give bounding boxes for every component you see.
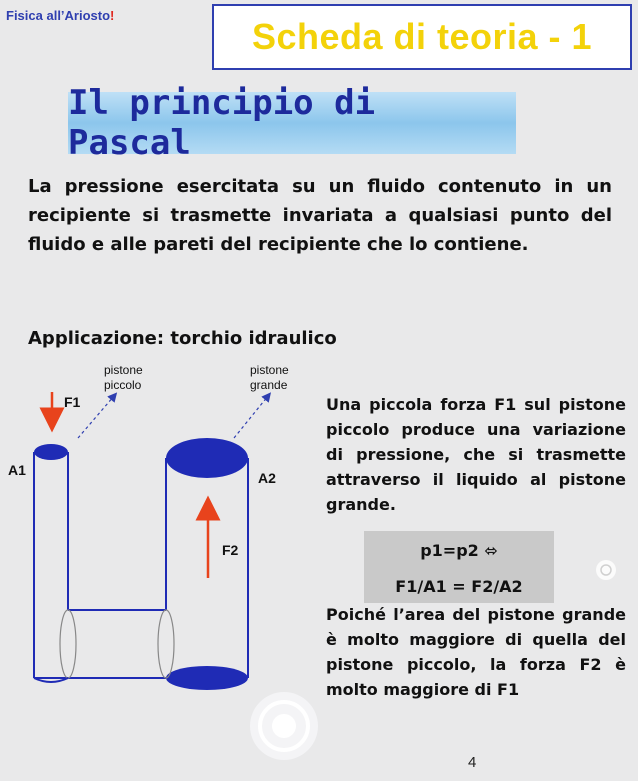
explanation-paragraph-1: Una piccola forza F1 sul pistone piccolo produce una variazione di pressione, che si trasmette attraverso il liquido al pistone grande. <box>326 395 626 514</box>
formula-line-1: p1=p2 ⬄ <box>420 541 498 560</box>
explanation-paragraph-2: Poiché l’area del pistone grande è molto maggiore di quella del pistone piccolo, la forza F2 è molto maggiore di F1 <box>326 605 626 699</box>
intro-paragraph: La pressione esercitata su un fluido contenuto in un recipiente si trasmette invariata a qualsiasi punto del fluido e alle pareti del recipiente che lo contiene. <box>28 176 612 255</box>
label-f2: F2 <box>222 542 239 558</box>
small-cylinder <box>34 444 68 678</box>
large-piston <box>166 438 248 478</box>
header-badge <box>212 4 632 70</box>
small-drop-decoration <box>592 556 622 586</box>
label-f1: F1 <box>64 394 81 410</box>
application-subheading: Applicazione: torchio idraulico <box>28 328 337 349</box>
large-piston-pointer <box>234 396 268 438</box>
brand-word-fisica: Fisica <box>6 8 43 23</box>
label-a1: A1 <box>8 462 26 478</box>
page-title: Il principio di Pascal <box>68 83 376 163</box>
connecting-tube <box>34 610 174 682</box>
formula-line-2: F1/A1 = F2/A2 <box>395 577 523 596</box>
page-number: 4 <box>468 754 477 771</box>
label-large-piston-line1: pistone <box>250 363 289 377</box>
formula-box <box>364 531 554 603</box>
hydraulic-press-diagram <box>0 360 320 720</box>
label-small-piston-line1: pistone <box>104 363 143 377</box>
water-drop-decoration <box>244 676 334 776</box>
label-large-piston-line2: grande <box>250 378 288 392</box>
brand-exclamation: ! <box>110 8 115 23</box>
large-cylinder-base <box>166 666 248 690</box>
label-a2: A2 <box>258 470 276 486</box>
brand-word-ariosto: all’Ariosto <box>42 8 111 23</box>
brand-label <box>6 8 114 23</box>
label-small-piston-line2: piccolo <box>104 378 142 392</box>
small-piston <box>34 444 68 460</box>
badge-title: Scheda di teoria - 1 <box>251 16 593 57</box>
page-title-box <box>68 83 516 163</box>
small-piston-pointer <box>78 396 114 438</box>
